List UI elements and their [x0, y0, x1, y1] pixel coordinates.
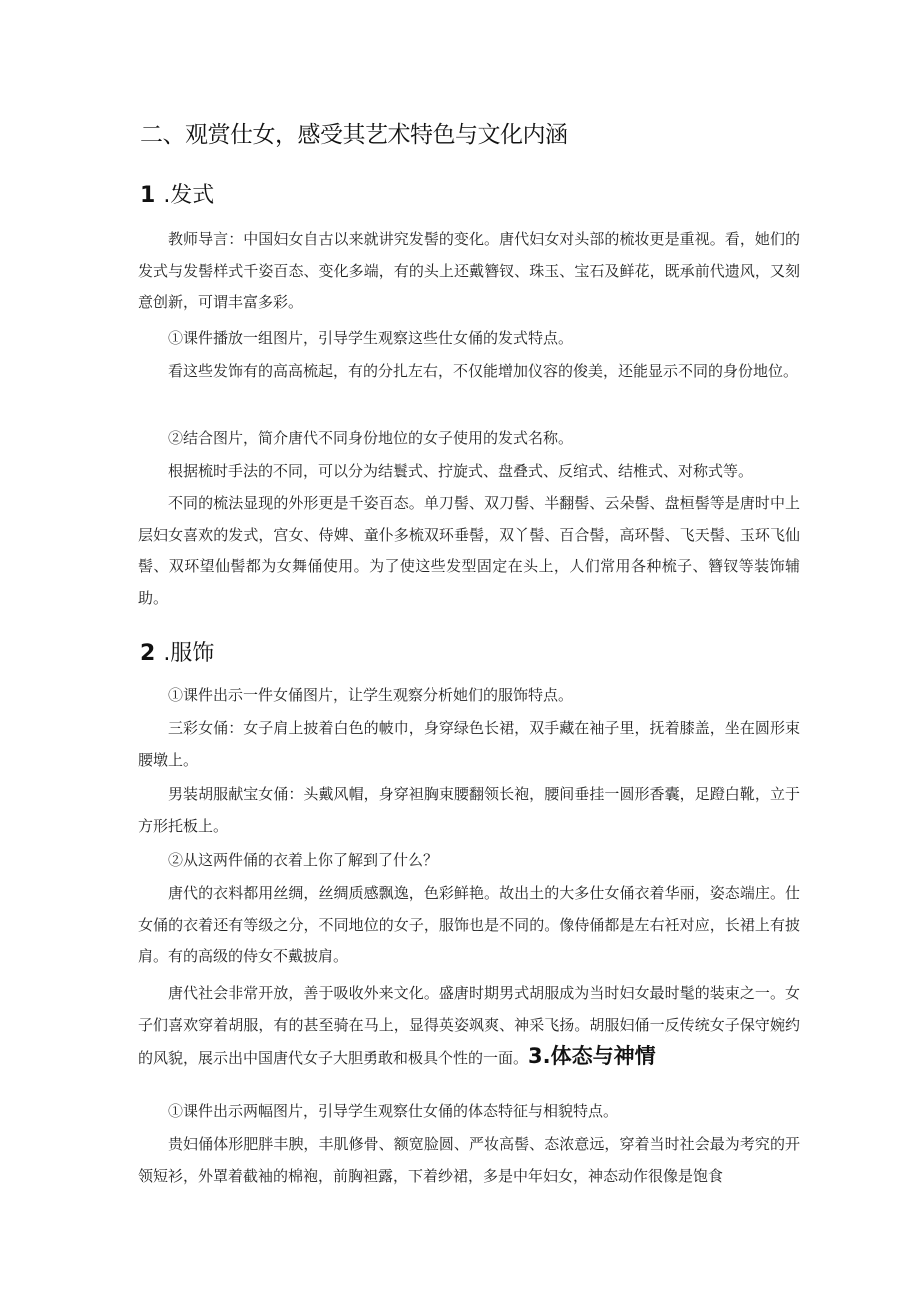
- paragraph: 贵妇俑体形肥胖丰腴，丰肌修骨、额宽脸圆、严妆高髻、态浓意远，穿着当时社会最为考究的开领短衫，外罩着截袖的棉袍，前胸袒露，下着纱裙，多是中年妇女，神态动作很像是饱食: [138, 1135, 800, 1185]
- heading-number: 1: [140, 183, 156, 208]
- paragraph: ①课件出示两幅图片，引导学生观察仕女俑的体态特征与相貌特点。: [168, 1102, 619, 1120]
- heading-number: 2: [140, 641, 156, 666]
- paragraph: [138, 978, 800, 1075]
- paragraph: ②结合图片，简介唐代不同身份地位的女子使用的发式名称。: [168, 429, 574, 447]
- heading-text: .服饰: [163, 641, 215, 666]
- paragraph: 唐代的衣料都用丝绸，丝绸质感飘逸，色彩鲜艳。故出土的大多仕女俑衣着华丽，姿态端庄。仕女俑的衣着还有等级之分，不同地位的女子，服饰也是不同的。像侍俑都是左右衽对应，长裙上有披肩。有的高级的侍女不戴披肩。: [138, 884, 800, 965]
- heading-hairstyle: [140, 178, 214, 209]
- paragraph: 不同的梳法显现的外形更是千姿百态。单刀髻、双刀髻、半翻髻、云朵髻、盘桓髻等是唐时中上层妇女喜欢的发式，宫女、侍婢、童仆多梳双环垂髻，双丫髻、百合髻，高环髻、飞天髻、玉环飞仙髻、双环望仙髻都为女舞俑使用。为了使这些发型固定在头上，人们常用各种梳子、簪钗等装饰辅助。: [138, 494, 800, 607]
- paragraph: 男装胡服献宝女俑：头戴风帽，身穿袒胸束腰翻领长袍，腰间垂挂一圆形香囊，足蹬白靴，立于方形托板上。: [138, 785, 800, 835]
- paragraph: ①课件出示一件女俑图片，让学生观察分析她们的服饰特点。: [168, 686, 574, 704]
- heading-posture: 3.体态与神情: [528, 1044, 656, 1068]
- paragraph: ①课件播放一组图片，引导学生观察这些仕女俑的发式特点。: [168, 329, 574, 347]
- paragraph-intro: 教师导言：中国妇女自古以来就讲究发髻的变化。唐代妇女对头部的梳妆更是重视。看，她们的发式与发髻样式千姿百态、变化多端，有的头上还戴簪钗、珠玉、宝石及鲜花，既承前代遗风，又刻意创新，可谓丰富多彩。: [138, 230, 800, 311]
- section-title: 二、观赏仕女，感受其艺术特色与文化内涵: [140, 122, 568, 148]
- paragraph: 三彩女俑：女子肩上披着白色的帔巾，身穿绿色长裙，双手藏在袖子里，抚着膝盖，坐在圆形束腰墩上。: [138, 719, 800, 769]
- paragraph-text: 唐代社会非常开放，善于吸收外来文化。盛唐时期男式胡服成为当时妇女最时髦的装束之一。女子们喜欢穿着胡服，有的甚至骑在马上，显得英姿飒爽、神采飞扬。胡服妇俑一反传统女子保守婉约的风貌，展示出中国唐代女子大胆勇敢和极具个性的一面。: [138, 984, 800, 1067]
- heading-clothing: [140, 636, 214, 667]
- heading-text: .发式: [163, 183, 215, 208]
- paragraph: 根据梳时手法的不同，可以分为结鬟式、拧旋式、盘叠式、反绾式、结椎式、对称式等。: [168, 462, 754, 480]
- paragraph: ②从这两件俑的衣着上你了解到了什么？: [168, 851, 439, 869]
- paragraph: 看这些发饰有的高高梳起，有的分扎左右，不仅能增加仪容的俊美，还能显示不同的身份地位。: [168, 362, 799, 380]
